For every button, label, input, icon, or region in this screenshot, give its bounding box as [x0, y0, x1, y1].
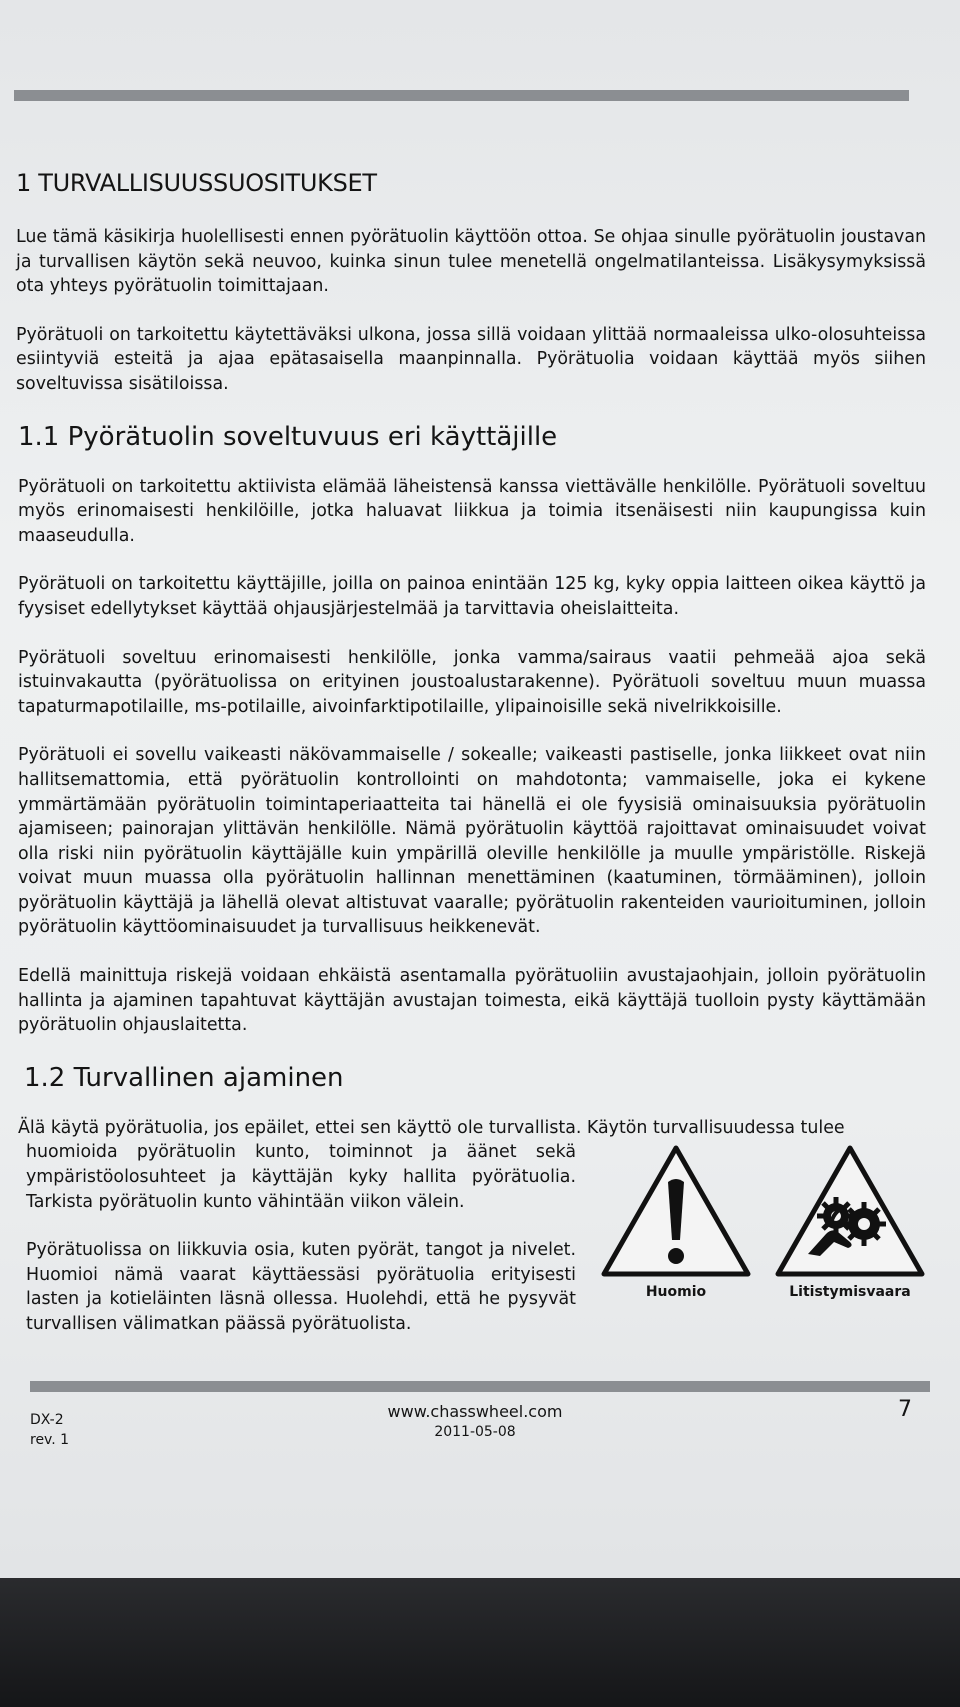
- crushing-hazard-icon: [774, 1142, 926, 1280]
- section-1-2-title: 1.2 Turvallinen ajaminen: [24, 1062, 344, 1093]
- section-1-2-body: [16, 1140, 926, 1360]
- footer-url: www.chasswheel.com: [387, 1402, 563, 1421]
- section-1-1-paragraph: Pyörätuoli ei sovellu vaikeasti näkövammaiselle / sokealle; vaikeasti pastiselle, jonka liikkeet ovat niin hallitsemattomia, että pyörätuolin kontrollointi on mahdotonta; vammaiselle, joka ei kykene ymmärtämään pyörätuolin toimintaperiaatteita tai hänellä ei ole fyysisiä ominaisuuksia pyörätuolin ajamiseen; painorajan ylittävän henkilölle. Nämä pyörätuolin käyttöä rajoittavat ominaisuudet voivat olla riski niin pyörätuolin käyttäjälle kuin ympärillä oleville henkilölle ja muulle ympäristölle. Riskejä voivat muun muassa olla pyörätuolin hallinnan menettäminen (kaatuminen, törmääminen), jolloin pyörätuolin käyttäjä ja lähellä olevat altistuvat vaaralle; pyörätuolin rakenteiden vaurioituminen, jolloin pyörätuolin käyttöominaisuudet ja turvallisuus heikkenevät.: [18, 745, 926, 938]
- section-1-1-paragraph: Pyörätuoli soveltuu erinomaisesti henkilölle, jonka vamma/sairaus vaatii pehmeää ajoa sekä istuinvakautta (pyörätuolissa on erityinen joustoalustarakenne). Pyörätuoli soveltuu muun muassa tapaturmapotilaille, ms-potilaille, aivoinfarktipotilaille, ylipainoisille sekä nivelrikkoisille.: [18, 647, 926, 717]
- intro-paragraph-2: Pyörätuoli on tarkoitettu käytettäväksi ulkona, jossa sillä voidaan ylittää normaaleissa ulko-olosuhteissa esiintyviä esteitä ja ajaa epätasaisella maanpinnalla. Pyörätuolia voidaan käyttää myös siihen soveltuvissa sisätiloissa.: [16, 324, 926, 394]
- hazard-signs: [600, 1142, 926, 1301]
- crushing-hazard-label: Litistymisvaara: [789, 1284, 911, 1301]
- footer-model: DX-2: [30, 1412, 64, 1428]
- caution-label: Huomio: [645, 1284, 707, 1301]
- section-1-1-paragraph: Edellä mainittuja riskejä voidaan ehkäistä asentamalla pyörätuoliin avustajaohjain, jolloin pyörätuolin hallinta ja ajaminen tapahtuvat käyttäjän avustajan toimesta, eikä käyttäjä tuolloin pysty käyttämään pyörätuolin ohjauslaitetta.: [18, 966, 926, 1036]
- caution-sign: [600, 1142, 752, 1301]
- footer-rule: [30, 1381, 930, 1392]
- section-1-1-title: 1.1 Pyörätuolin soveltuvuus eri käyttäjille: [18, 421, 558, 452]
- section-1-2-text: [26, 1140, 576, 1360]
- section-1-1-paragraph: Pyörätuoli on tarkoitettu aktiivista elämää läheistensä kanssa viettävälle henkilölle. Pyörätuoli soveltuu myös erinomaisesti henkilöille, jotka haluavat liikkua ja toimia itsenäisesti niin kaupungissa kuin maaseudulla.: [18, 476, 926, 546]
- chapter-heading: 1 TURVALLISUUSSUOSITUKSET: [16, 169, 377, 197]
- section-1-2-paragraph: huomioida pyörätuolin kunto, toiminnot ja äänet sekä ympäristöolosuhteet ja käyttäjän kyky hallita pyörätuolia. Tarkista pyörätuolin kunto vähintään viikon välein.: [26, 1142, 576, 1212]
- crushing-hazard-sign: [774, 1142, 926, 1301]
- page-number: 7: [898, 1397, 912, 1422]
- section-1-2-lead: Älä käytä pyörätuolia, jos epäilet, ettei sen käyttö ole turvallista. Käytön turvallisuudessa tulee: [18, 1117, 845, 1138]
- page-content: [16, 168, 926, 1361]
- section-1-1-paragraph: Pyörätuoli on tarkoitettu käyttäjille, joilla on painoa enintään 125 kg, kyky oppia laitteen oikea käyttö ja fyysiset edellytykset käyttää ohjausjärjestelmää ja tarvittavia oheislaitteita.: [18, 574, 926, 619]
- section-1-2-paragraph: Pyörätuolissa on liikkuvia osia, kuten pyörät, tangot ja nivelet. Huomioi nämä vaarat käyttäessäsi pyörätuolia erityisesti lasten ja kotieläinten läsnä ollessa. Huolehdi, että he pysyvät turvallisen välimatkan päässä pyörätuolista.: [26, 1240, 576, 1334]
- intro-paragraph-1: Lue tämä käsikirja huolellisesti ennen pyörätuolin käyttöön ottoa. Se ohjaa sinulle pyörätuolin joustavan ja turvallisen käytön sekä neuvoo, kuinka sinun tulee menetellä ongelmatilanteissa. Lisäkysymyksissä ota yhteys pyörätuolin toimittajaan.: [16, 227, 926, 297]
- dark-background: [0, 1578, 960, 1707]
- footer-revision: rev. 1: [30, 1432, 70, 1448]
- header-rule: [14, 90, 909, 101]
- footer-date: 2011-05-08: [434, 1424, 516, 1440]
- warning-exclamation-icon: [600, 1142, 752, 1280]
- footer-document-id: [30, 1410, 69, 1450]
- footer-publisher: [380, 1402, 570, 1442]
